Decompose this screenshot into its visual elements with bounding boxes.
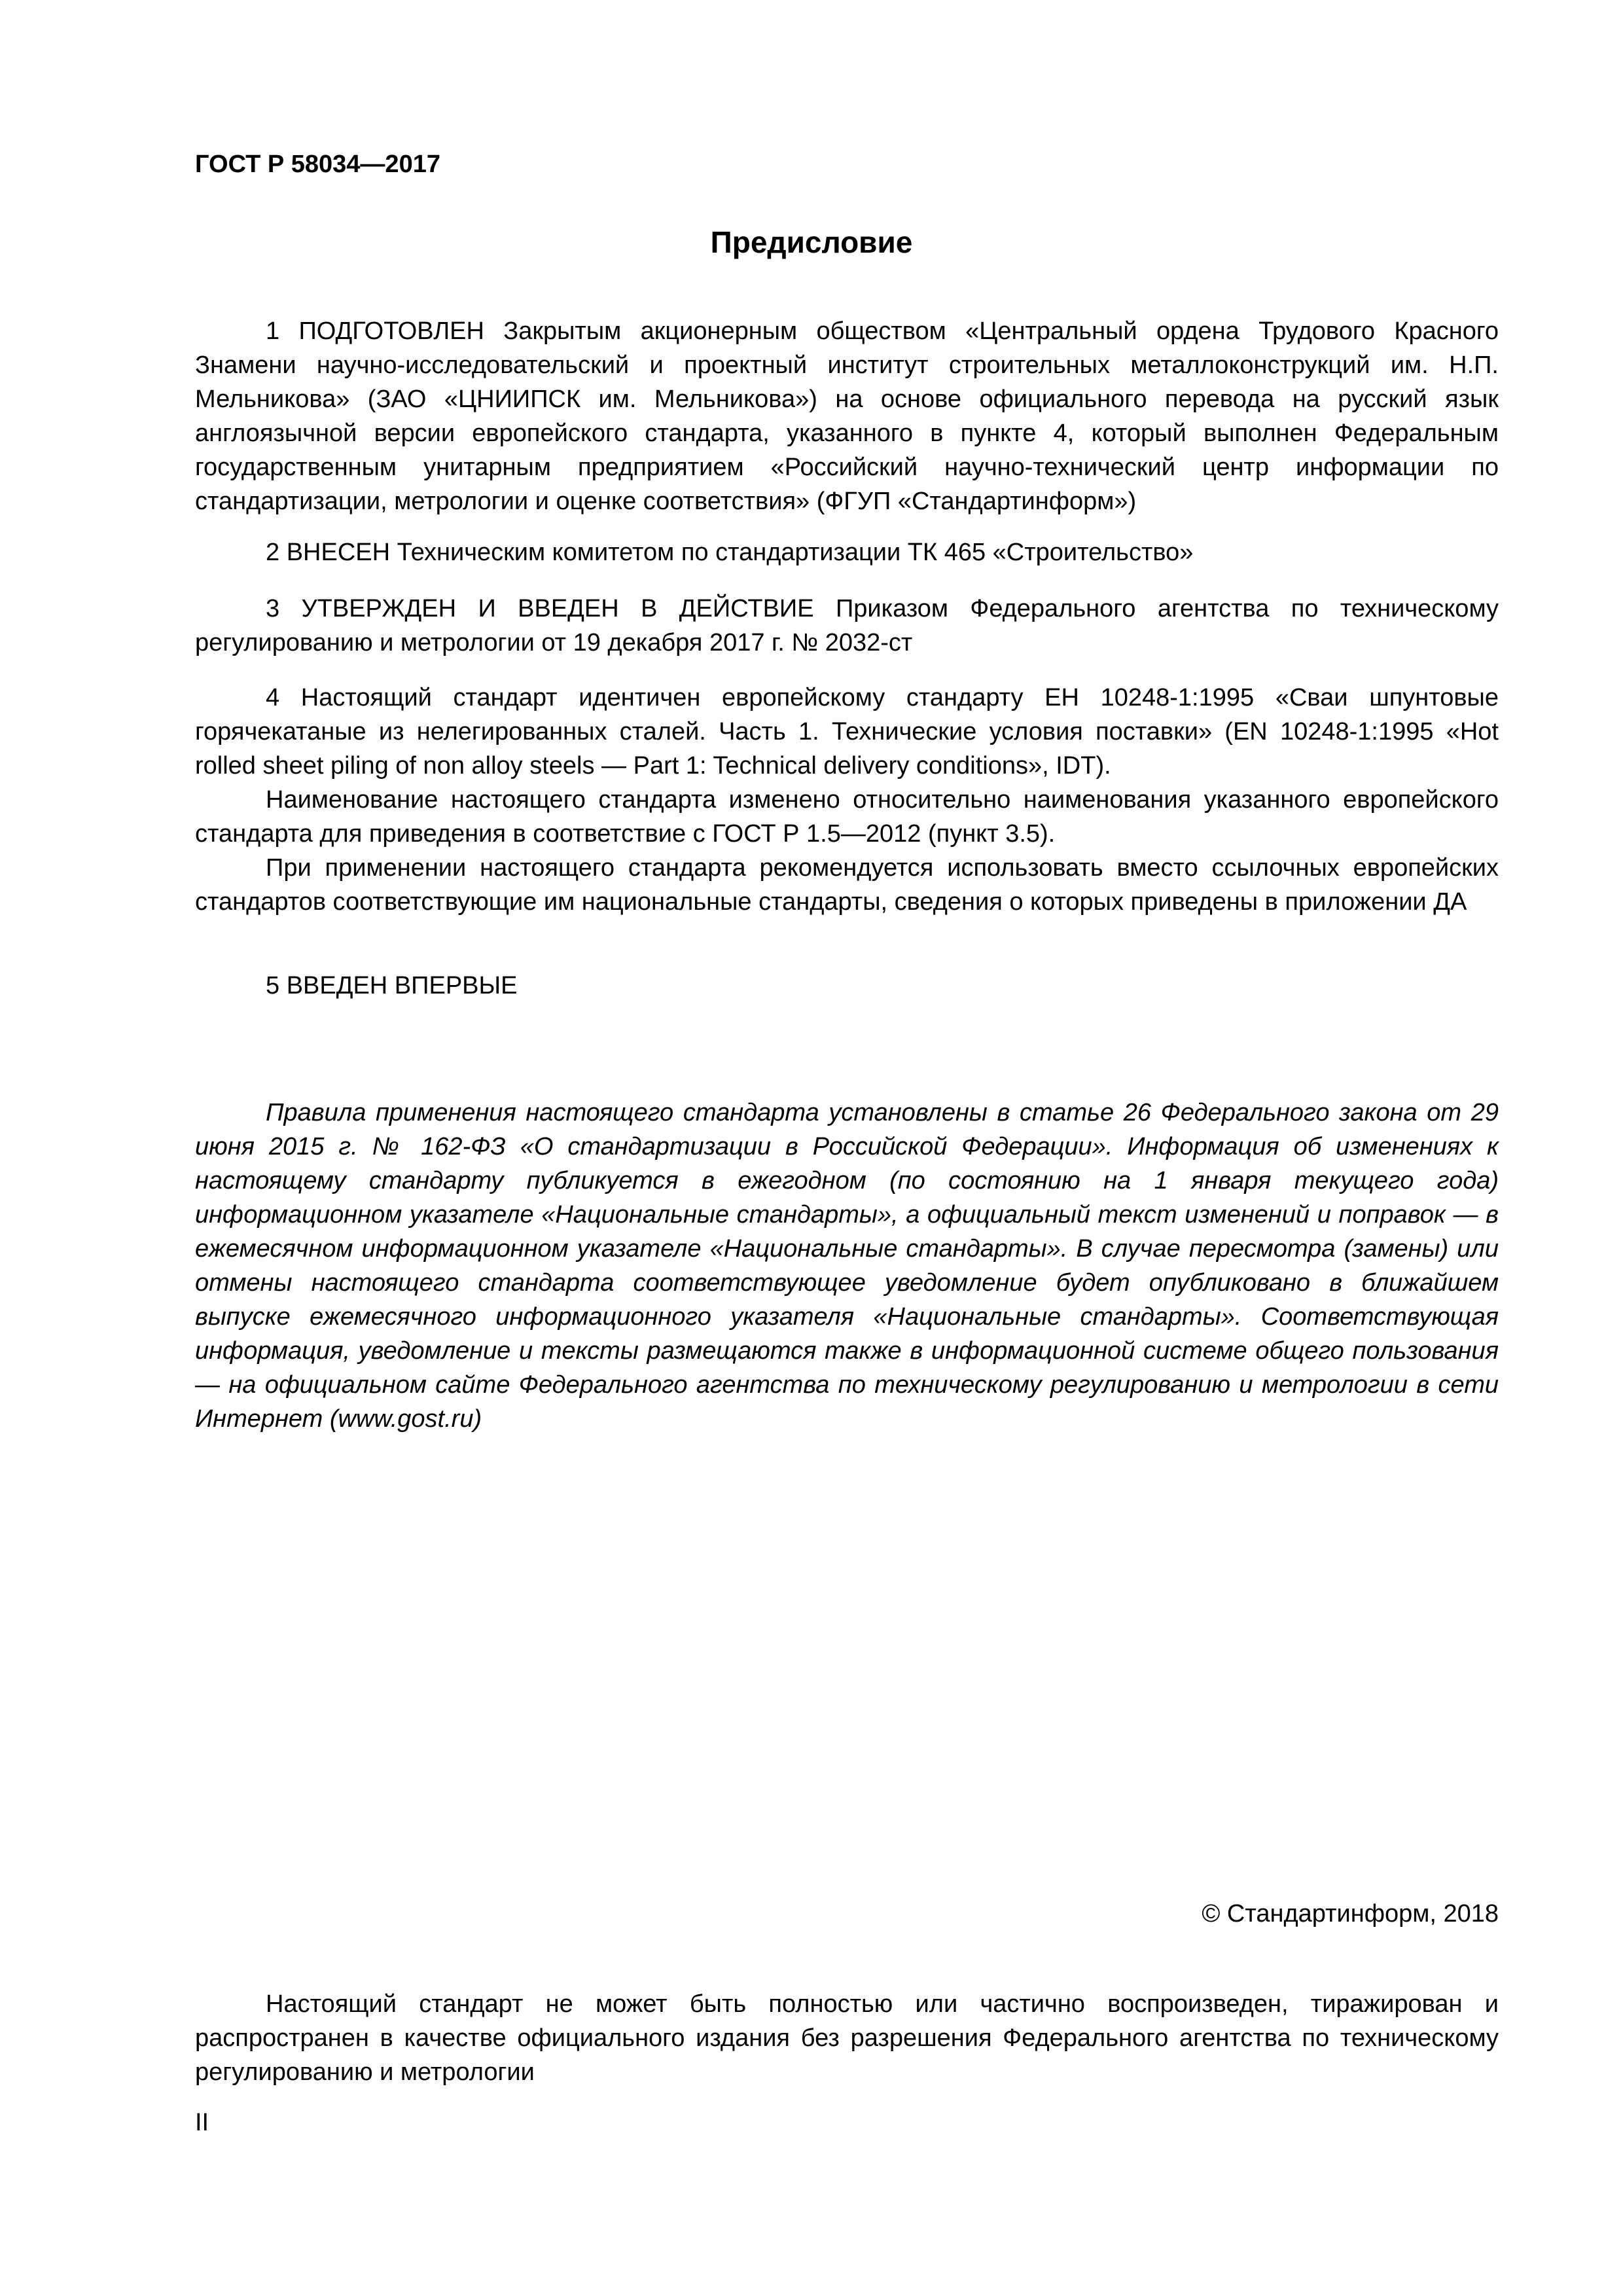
paragraph-approved: 3 УТВЕРЖДЕН И ВВЕДЕН В ДЕЙСТВИЕ Приказом Федерального агентства по техническому регулированию и метрологии от 19 декабря 2017 г. № 2032-ст [195, 595, 1499, 656]
page-number: II [195, 2109, 209, 2136]
copyright-notice: © Стандартинформ, 2018 [1202, 1900, 1499, 1928]
paragraph-name-changed: Наименование настоящего стандарта изменено относительно наименования указанного европейского стандарта для приведения в соответствие с ГОСТ Р 1.5—2012 (пункт 3.5). [195, 786, 1499, 848]
section-5 [195, 969, 1499, 1003]
document-code-header: ГОСТ Р 58034—2017 [195, 151, 440, 178]
reproduction-restriction-notice: Настоящий стандарт не может быть полностью или частично воспроизведен, тиражирован и распространен в качестве официального издания без разрешения Федерального агентства по техническому регулированию и метрологии [195, 1990, 1499, 2086]
section-4 [195, 681, 1499, 919]
page-title: Предисловие [710, 225, 913, 259]
paragraph-introduced-by: 2 ВНЕСЕН Техническим комитетом по стандартизации ТК 465 «Строительство» [266, 539, 1194, 566]
section-1 [195, 314, 1499, 518]
paragraph-national-standards: При применении настоящего стандарта рекомендуется использовать вместо ссылочных европейских стандартов соответствующие им национальные стандарты, сведения о которых приведены в приложении ДА [195, 854, 1499, 916]
paragraph-prepared-by: 1 ПОДГОТОВЛЕН Закрытым акционерным обществом «Центральный ордена Трудового Красного Знамени научно-исследовательский и проектный институт строительных металлоконструкций им. Н.П. Мельникова» (ЗАО «ЦНИИПСК им. Мельникова») на основе официального перевода на русский язык англоязычной версии европейского стандарта, указанного в пункте 4, который выполнен Федеральным государственным унитарным предприятием «Российский научно-технический центр информации по стандартизации, метрологии и оценке соответствия» (ФГУП «Стандартинформ») [195, 317, 1499, 515]
application-rules-notice: Правила применения настоящего стандарта установлены в статье 26 Федерального закона от 29 июня 2015 г. № 162-ФЗ «О стандартизации в Российской Федерации». Информация об изменениях к настоящему стандарту публикуется в ежегодном (по состоянию на 1 января текущего года) информационном указателе «Национальные стандарты», а официальный текст изменений и поправок — в ежемесячном информационном указателе «Национальные стандарты». В случае пересмотра (замены) или отмены настоящего стандарта соответствующее уведомление будет опубликовано в ближайшем выпуске ежемесячного информационного указателя «Национальные стандарты». Соответствующая информация, уведомление и тексты размещаются также в информационной системе общего пользования — на официальном сайте Федерального агентства по техническому регулированию и метрологии в сети Интернет (www.gost.ru) [195, 1099, 1499, 1433]
section-2 [195, 535, 1499, 569]
section-3 [195, 592, 1499, 660]
paragraph-first-introduced: 5 ВВЕДЕН ВПЕРВЫЕ [266, 972, 518, 999]
paragraph-identical-standard: 4 Настоящий стандарт идентичен европейскому стандарту ЕН 10248-1:1995 «Сваи шпунтовые горячекатаные из нелегированных сталей. Часть 1. Технические условия поставки» (EN 10248-1:1995 «Hot rolled sheet piling of non alloy steels — Part 1: Technical delivery conditions», IDT). [195, 684, 1499, 780]
